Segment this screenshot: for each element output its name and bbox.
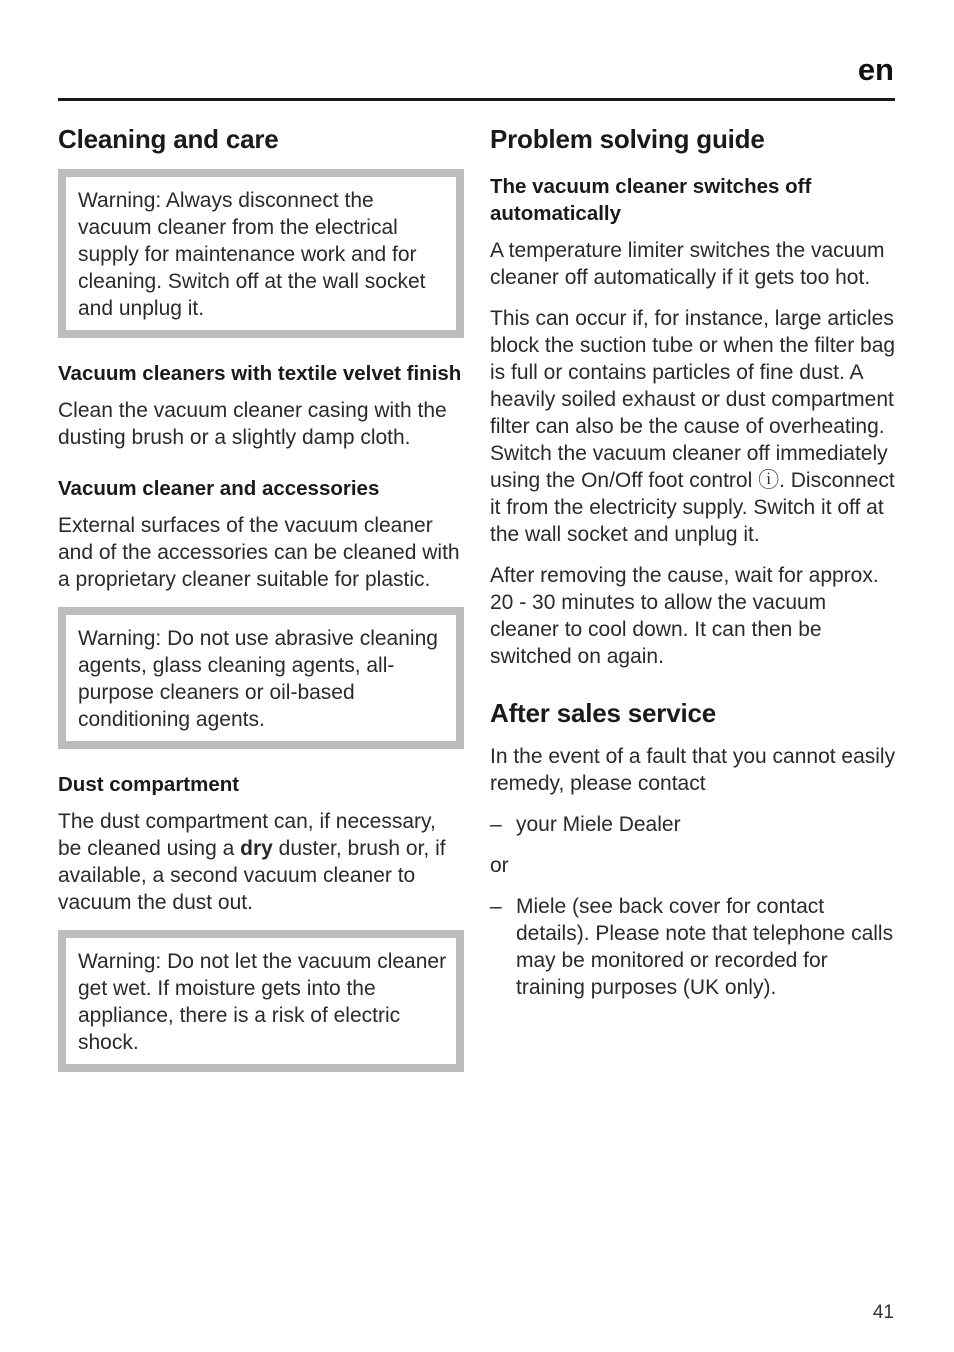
heading-accessories: Vacuum cleaner and accessories [58,477,380,500]
bold-word: dry [240,837,273,860]
paragraph-temperature-limiter: A temperature limiter switches the vacuum cleaner off automatically if it gets too hot. [490,239,885,289]
paragraph-textile-velvet: Clean the vacuum cleaner casing with the dusting brush or a slightly damp cloth. [58,399,447,449]
section-title-problem-solving: Problem solving guide [490,124,765,154]
warning-text: Warning: Always disconnect the vacuum cleaner from the electrical supply for maintenance work and for cleaning. Switch off at the wall socket and unplug it. [78,189,426,320]
text-run: The dust compartment can, if necessary, be cleaned using a [58,810,436,860]
dash-marker: – [490,895,502,918]
heading-switches-off: The vacuum cleaner switches off automatically [490,175,812,225]
warning-box-abrasive [58,607,464,749]
section-title-after-sales: After sales service [490,698,717,728]
list-item-text: your Miele Dealer [516,813,681,836]
warning-text: Warning: Do not use abrasive cleaning agents, glass cleaning agents, all-purpose cleaners or oil-based conditioning agents. [78,627,438,731]
left-column [58,124,464,1094]
list-item [490,811,900,838]
paragraph-cool-down: After removing the cause, wait for approx. 20 - 30 minutes to allow the vacuum cleaner to cool down. It can then be switched on again. [490,564,879,668]
paragraph-dust-compartment [58,808,464,916]
header-rule [58,98,895,101]
warning-box-disconnect [58,169,464,338]
paragraph-accessories: External surfaces of the vacuum cleaner and of the accessories can be cleaned with a proprietary cleaner suitable for plastic. [58,514,460,591]
paragraph-overheating-causes: This can occur if, for instance, large articles block the suction tube or when the filter bag is full or contains particles of fine dust. A heavily soiled exhaust or dust compartment filter can also be the cause of overheating. Switch the vacuum cleaner off immediately using the On/Off foot control ⓘ. Disconnect it from the electricity supply. Switch it off at the wall socket and unplug it. [490,307,896,546]
language-code: en [857,52,894,87]
warning-text: Warning: Do not let the vacuum cleaner get wet. If moisture gets into the appliance, there is a risk of electric shock. [78,950,447,1054]
right-column [490,124,900,1015]
heading-textile-velvet: Vacuum cleaners with textile velvet finish [58,362,462,385]
dash-marker: – [490,813,502,836]
list-item [490,893,900,1001]
or-text: or [490,854,509,877]
heading-dust-compartment: Dust compartment [58,773,240,796]
page-number: 41 [872,1302,894,1323]
paragraph-service-intro: In the event of a fault that you cannot easily remedy, please contact [490,745,896,795]
text-run: duster, brush or, if available, a second vacuum cleaner to vacuum the dust out. [58,837,446,914]
list-item-text: Miele (see back cover for contact details). Please note that telephone calls may be monitored or recorded for training purposes (UK only). [516,895,894,999]
warning-box-moisture [58,930,464,1072]
section-title-cleaning: Cleaning and care [58,124,279,154]
